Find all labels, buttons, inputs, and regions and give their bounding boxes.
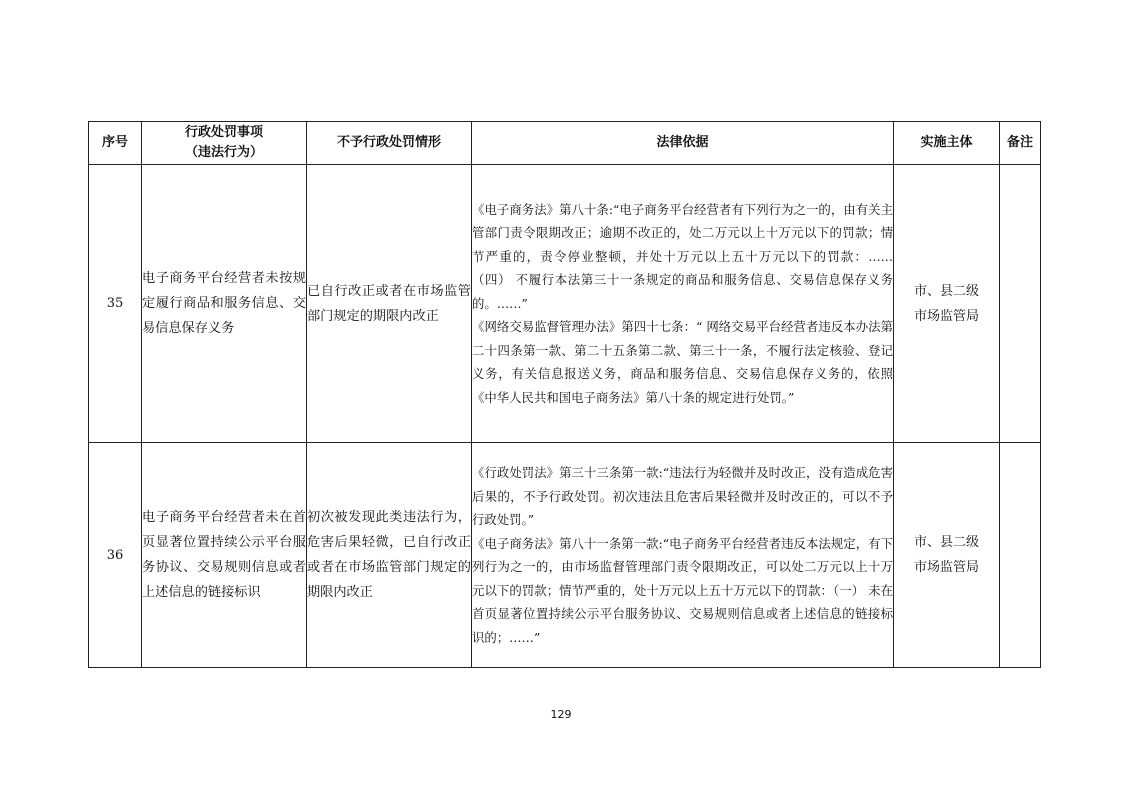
table-row <box>89 165 1041 443</box>
row-number: 35 <box>89 165 142 443</box>
row-number: 36 <box>89 443 142 668</box>
table-row <box>89 443 1041 668</box>
row-basis <box>472 443 894 668</box>
header-remark: 备注 <box>1000 122 1041 165</box>
header-basis: 法律依据 <box>472 122 894 165</box>
page-number: 129 <box>550 708 572 721</box>
row-org: 市、县二级市场监管局 <box>894 443 1000 668</box>
row-item: 电子商务平台经营者未按规定履行商品和服务信息、交易信息保存义务 <box>142 165 307 443</box>
row-remark <box>1000 443 1041 668</box>
basis-paragraph: 《网络交易监督管理办法》第四十七条：“ 网络交易平台经营者违反本办法第二十四条第一款、第二十五条第二款、第三十一条，不履行法定核验、登记义务，有关信息报送义务，商品和服务信息、交易信息保存义务的，依照《中华人民共和国电子商务法》第八十条的规定进行处罚。” <box>472 319 893 405</box>
row-exempt: 已自行改正或者在市场监管部门规定的期限内改正 <box>307 165 472 443</box>
header-item <box>142 122 307 165</box>
row-item: 电子商务平台经营者未在首页显著位置持续公示平台服务协议、交易规则信息或者上述信息的链接标识 <box>142 443 307 668</box>
header-exempt: 不予行政处罚情形 <box>307 122 472 165</box>
header-item-line1: 行政处罚事项 <box>184 125 263 140</box>
row-org: 市、县二级市场监管局 <box>894 165 1000 443</box>
basis-paragraph: 《电子商务法》第八十一条第一款:“电子商务平台经营者违反本法规定，有下列行为之一的，由市场监督管理部门责令限期改正，可以处二万元以上十万元以下的罚款；情节严重的，处十万元以上五十万元以下的罚款：（一） 未在首页显著位置持续公示平台服务协议、交易规则信息或者上述信息的链接标识的；……” <box>472 535 893 645</box>
header-org: 实施主体 <box>894 122 1000 165</box>
row-remark <box>1000 165 1041 443</box>
header-no: 序号 <box>89 122 142 165</box>
penalty-table <box>88 121 1041 668</box>
basis-paragraph: 《行政处罚法》第三十三条第一款:“违法行为轻微并及时改正，没有造成危害后果的，不予行政处罚。初次违法且危害后果轻微并及时改正的，可以不予行政处罚。” <box>472 465 893 527</box>
row-exempt: 初次被发现此类违法行为，危害后果轻微，已自行改正或者在市场监管部门规定的期限内改正 <box>307 443 472 668</box>
header-item-line2: （违法行为） <box>184 145 263 160</box>
basis-paragraph: 《电子商务法》第八十条:“电子商务平台经营者有下列行为之一的，由有关主管部门责令限期改正；逾期不改正的，处二万元以上十万元以下的罚款；情节严重的，责令停业整顿，并处十万元以上五十万元以下的罚款：……（四） 不履行本法第三十一条规定的商品和服务信息、交易信息保存义务的。……” <box>472 201 893 311</box>
table-header <box>89 122 1041 165</box>
row-basis <box>472 165 894 443</box>
